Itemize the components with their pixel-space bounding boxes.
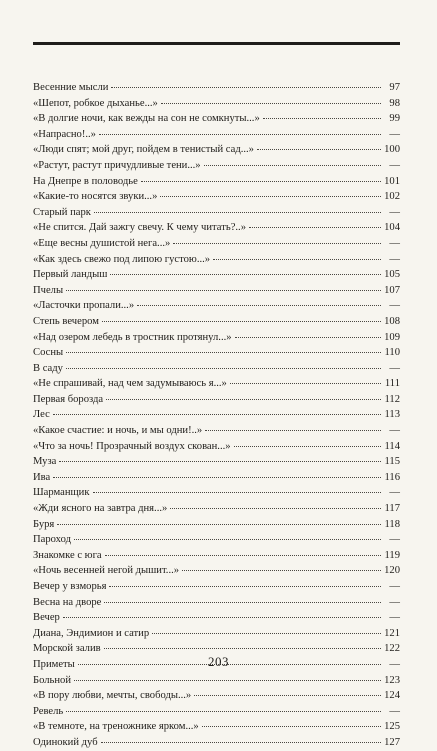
toc-entry-page: —	[389, 487, 400, 499]
toc-entry-title: Весенние мысли	[33, 82, 109, 93]
toc-entry-title: В саду	[33, 362, 63, 374]
toc-entry	[33, 454, 400, 470]
dot-leader	[263, 117, 381, 119]
toc-entry	[33, 330, 400, 346]
toc-entry	[33, 376, 400, 392]
toc-entry-title: Одинокий дуб	[33, 736, 98, 748]
toc-entry-page: 122	[384, 643, 400, 655]
toc-entry	[33, 142, 400, 158]
dot-leader	[53, 476, 381, 478]
toc-entry	[33, 298, 400, 314]
dot-leader	[213, 258, 381, 260]
dot-leader	[94, 211, 381, 213]
toc-entry-title: «Растут, растут причудливые тени...»	[33, 159, 201, 171]
toc-entry	[33, 127, 400, 143]
toc-entry-page: 124	[384, 690, 400, 702]
toc-entry-page: —	[389, 705, 400, 717]
dot-leader	[104, 647, 381, 649]
toc-entry	[33, 189, 400, 205]
toc-entry-title: Вечер у взморья	[33, 581, 107, 592]
toc-entry-page: 109	[384, 331, 400, 343]
toc-entry-page: —	[389, 425, 400, 437]
dot-leader	[74, 679, 381, 681]
toc-entry-title: «Какое счастие: и ночь, и мы одни!..»	[33, 425, 203, 437]
dot-leader	[74, 538, 381, 540]
dot-leader	[111, 86, 381, 88]
dot-leader	[182, 569, 381, 571]
dot-leader	[110, 273, 381, 275]
toc-entry-title: «Что за ночь! Прозрачный воздух скован...»	[33, 440, 231, 452]
toc-entry-page: —	[389, 581, 400, 592]
toc-entry-title: «Люди спят; мой друг, пойдем в тенистый сад...»	[33, 144, 254, 156]
dot-leader	[104, 601, 381, 603]
toc-entry	[33, 626, 400, 642]
header-rule	[33, 42, 400, 45]
toc-entry-title: «В долгие ночи, как вежды на сон не сомкнуты...»	[33, 113, 260, 125]
dot-leader	[59, 460, 381, 462]
toc-entry-title: Знакомке с юга	[33, 549, 102, 561]
toc-entry-title: Диана, Эндимион и сатир	[33, 627, 150, 639]
toc-entry	[33, 485, 400, 501]
toc-entry-title: Морской залив	[33, 643, 101, 655]
toc-entry	[33, 501, 400, 517]
toc-entry-page: 121	[384, 627, 400, 639]
dot-leader	[137, 304, 381, 306]
toc-entry-page: 114	[384, 440, 400, 452]
toc-entry	[33, 283, 400, 299]
toc-entry-title: «Шепот, робкое дыханье...»	[33, 97, 158, 109]
dot-leader	[106, 398, 381, 400]
toc-entry	[33, 688, 400, 704]
toc-entry	[33, 96, 400, 112]
toc-entry-title: «В пору любви, мечты, свободы...»	[33, 690, 192, 702]
toc-entry	[33, 595, 400, 611]
toc-entry-page: 127	[384, 736, 400, 748]
toc-entry-page: 111	[384, 378, 400, 390]
toc-entry-title: Шарманщик	[33, 487, 90, 499]
toc-entry-title: «Ласточки пропали...»	[33, 300, 135, 312]
toc-entry	[33, 563, 400, 579]
toc-entry-page: 100	[384, 144, 400, 156]
toc-entry-title: «Ночь весенней негой дышит...»	[33, 565, 180, 577]
toc-entry-page: —	[389, 612, 400, 624]
toc-entry-title: Весна на дворе	[33, 596, 102, 608]
toc-entry	[33, 252, 400, 268]
dot-leader	[234, 445, 381, 447]
toc-entry-title: Буря	[33, 518, 55, 530]
dot-leader	[257, 148, 381, 150]
dot-leader	[152, 632, 381, 634]
toc-entry-page: —	[389, 596, 400, 608]
dot-leader	[235, 336, 381, 338]
toc-entry-title: «Как здесь свежо под липою густою...»	[33, 253, 211, 265]
dot-leader	[63, 616, 381, 618]
dot-leader	[230, 382, 381, 384]
toc-entry-page: 118	[384, 518, 400, 530]
dot-leader	[160, 195, 381, 197]
toc-entry-title: Ревель	[33, 705, 64, 717]
dot-leader	[66, 289, 381, 291]
toc-entry-page: 119	[384, 549, 400, 561]
toc-entry	[33, 392, 400, 408]
toc-entry	[33, 548, 400, 564]
toc-entry-page: —	[389, 206, 400, 218]
dot-leader	[109, 585, 381, 587]
toc-entry-title: «Еще весны душистой нега...»	[33, 237, 171, 249]
toc-entry	[33, 158, 400, 174]
dot-leader	[66, 710, 381, 712]
toc-entry	[33, 532, 400, 548]
toc-entry-page: 110	[384, 347, 400, 359]
toc-entry-page: —	[389, 128, 400, 140]
dot-leader	[66, 367, 381, 369]
toc-entry-page: 116	[384, 471, 400, 483]
toc-entry-page: 101	[384, 175, 400, 187]
toc-entry-title: Приметы	[33, 658, 75, 670]
toc-entry-page: 112	[384, 393, 400, 405]
toc-entry	[33, 439, 400, 455]
toc-entry	[33, 423, 400, 439]
toc-entry-title: Первая борозда	[33, 393, 104, 405]
toc-entry-title: Вечер	[33, 612, 60, 624]
toc-entry-title: Первый ландыш	[33, 269, 108, 281]
toc-entry-title: Лес	[33, 409, 50, 421]
toc-entry	[33, 719, 400, 735]
toc-entry	[33, 579, 400, 595]
toc-entry-page: 120	[384, 565, 400, 577]
toc-entry	[33, 314, 400, 330]
toc-entry-title: Старый парк	[33, 206, 91, 218]
toc-entry-page: 123	[384, 674, 400, 686]
toc-entry-page: 108	[384, 315, 400, 327]
toc-entry-page: 99	[389, 113, 400, 125]
toc-entry-page: 104	[384, 222, 400, 234]
dot-leader	[170, 507, 381, 509]
dot-leader	[57, 523, 381, 525]
toc-entry	[33, 111, 400, 127]
dot-leader	[101, 741, 381, 743]
dot-leader	[249, 226, 381, 228]
toc-entry	[33, 610, 400, 626]
toc-entry-page: —	[389, 159, 400, 171]
toc-entry-title: Степь вечером	[33, 315, 99, 327]
toc-entry	[33, 80, 400, 96]
toc-entry-title: «Не спрашивай, над чем задумываюсь я...»	[33, 378, 227, 390]
toc-entry-page: —	[389, 300, 400, 312]
toc-entry	[33, 361, 400, 377]
toc-entry-title: «В темноте, на треножнике ярком...»	[33, 721, 199, 733]
toc-entry	[33, 174, 400, 190]
toc-entry-title: Больной	[33, 674, 71, 686]
toc-entry	[33, 220, 400, 236]
toc-entry-page: 125	[384, 721, 400, 733]
dot-leader	[93, 491, 381, 493]
toc-entry-title: Сосны	[33, 347, 64, 359]
dot-leader	[105, 554, 381, 556]
toc-entry	[33, 267, 400, 283]
toc-entry	[33, 407, 400, 423]
toc-entry-page: 107	[384, 284, 400, 296]
dot-leader	[202, 725, 381, 727]
toc-entry-title: Муза	[33, 456, 57, 468]
toc-entry-title: Пароход	[33, 534, 71, 546]
toc-entry-page: —	[389, 534, 400, 546]
toc-entry-page: —	[389, 658, 400, 670]
dot-leader	[205, 429, 381, 431]
toc-entry	[33, 205, 400, 221]
toc-entry-page: 115	[384, 456, 400, 468]
toc-entry-title: «Не спится. Дай зажгу свечу. К чему читать?..»	[33, 222, 246, 234]
toc-entry-page: 97	[389, 82, 400, 93]
toc-entry	[33, 735, 400, 751]
dot-leader	[102, 320, 381, 322]
toc-entry	[33, 236, 400, 252]
page-number: 203	[208, 654, 229, 669]
toc-entry-title: «Напрасно!..»	[33, 128, 96, 140]
dot-leader	[173, 242, 381, 244]
toc-entry-page: —	[389, 253, 400, 265]
dot-leader	[66, 351, 381, 353]
toc-entry-title: На Днепре в половодье	[33, 175, 138, 187]
toc-entry	[33, 517, 400, 533]
table-of-contents	[33, 80, 400, 751]
dot-leader	[194, 694, 381, 696]
toc-entry-page: 98	[389, 97, 400, 109]
dot-leader	[161, 102, 381, 104]
toc-entry-page: —	[389, 362, 400, 374]
toc-entry	[33, 470, 400, 486]
dot-leader	[53, 413, 381, 415]
toc-entry-title: «Какие-то носятся звуки...»	[33, 191, 158, 203]
toc-entry-page: 113	[384, 409, 400, 421]
toc-entry-page: —	[389, 237, 400, 249]
dot-leader	[141, 180, 381, 182]
dot-leader	[204, 164, 381, 166]
dot-leader	[99, 133, 381, 135]
toc-entry	[33, 345, 400, 361]
toc-entry-page: 117	[384, 503, 400, 515]
toc-entry-title: «Жди ясного на завтра дня...»	[33, 503, 168, 515]
toc-entry-page: 105	[384, 269, 400, 281]
toc-entry-title: Ива	[33, 471, 51, 483]
toc-entry-title: «Над озером лебедь в тростник протянул...»	[33, 331, 232, 343]
toc-entry-title: Пчелы	[33, 284, 64, 296]
toc-entry	[33, 704, 400, 720]
toc-entry-page: 102	[384, 191, 400, 203]
toc-entry	[33, 673, 400, 689]
